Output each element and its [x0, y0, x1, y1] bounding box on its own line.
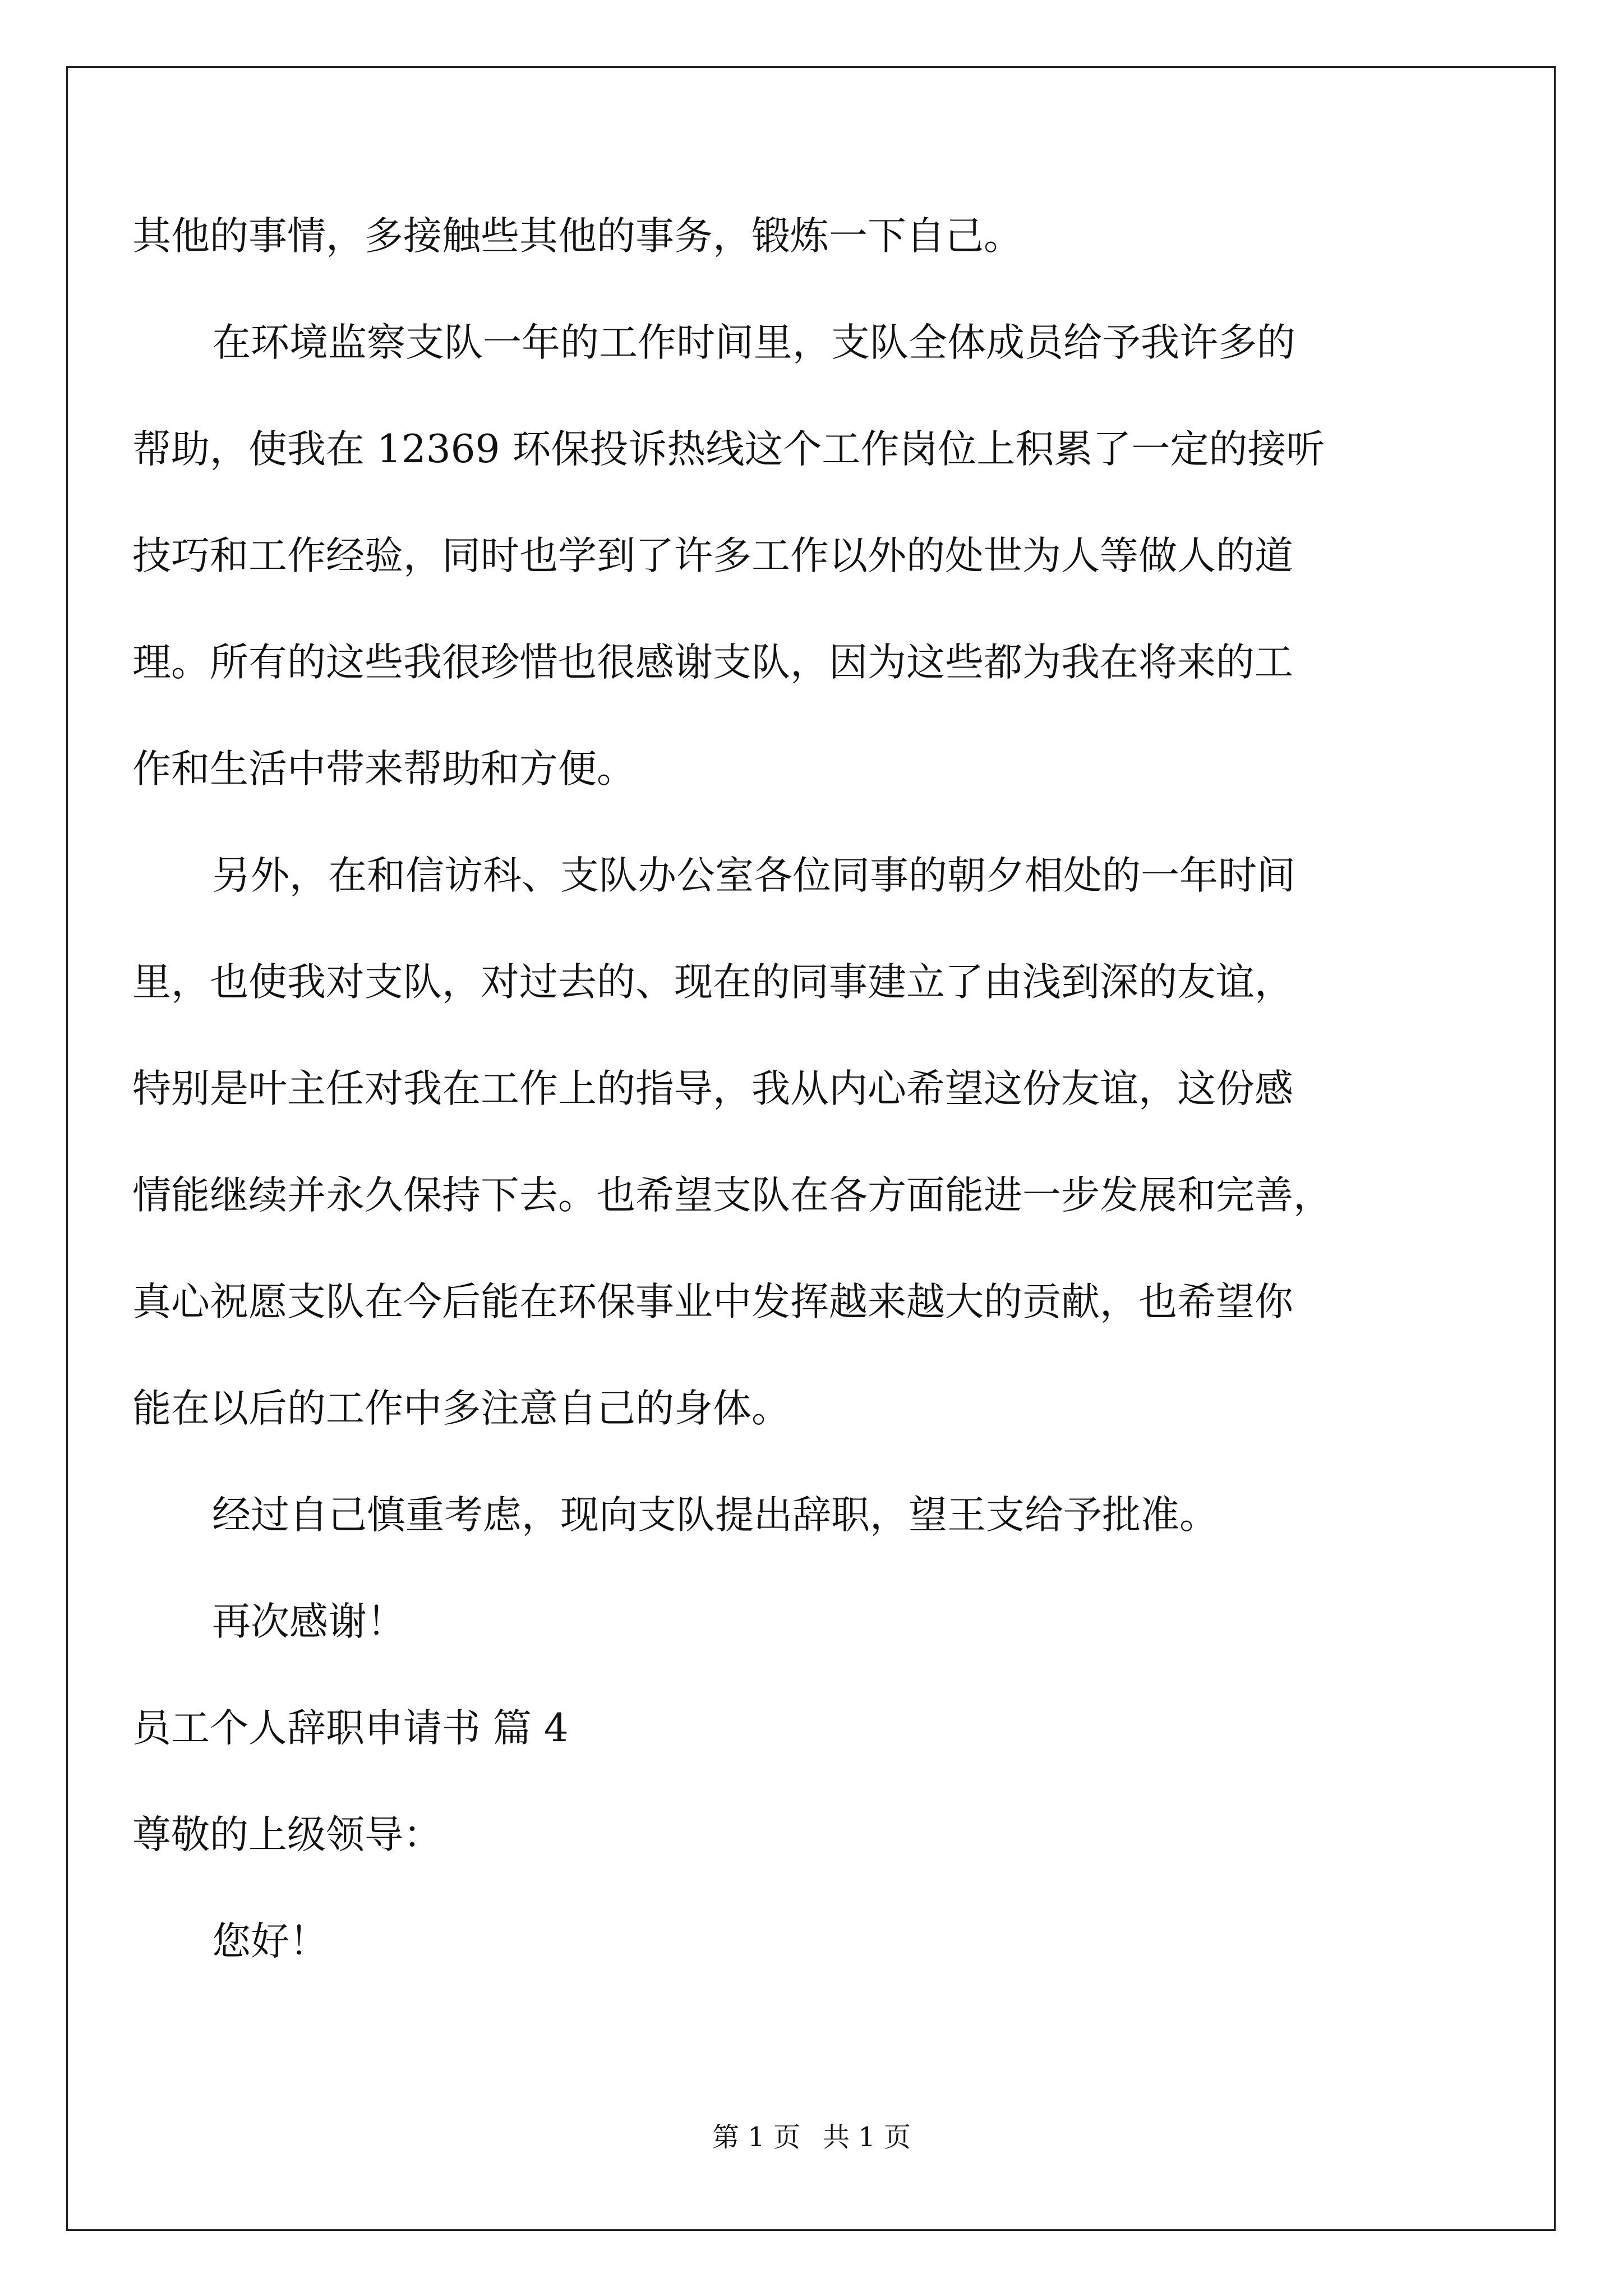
greeting: 您好！	[212, 1919, 328, 1964]
page-number: 第 1 页	[712, 2122, 800, 2153]
text-line: 作和生活中带来帮助和方便。	[132, 747, 635, 792]
document-body	[132, 183, 1458, 1995]
paragraph-start: 在环境监察支队一年的工作时间里，支队全体成员给予我许多的	[212, 320, 1295, 365]
paragraph-start: 经过自己慎重考虑，现向支队提出辞职，望王支给予批准。	[212, 1493, 1218, 1538]
text-line: 理。所有的这些我很珍惜也很感谢支队，因为这些都为我在将来的工	[132, 640, 1293, 685]
paragraph-start: 另外，在和信访科、支队办公室各位同事的朝夕相处的一年时间	[212, 853, 1295, 898]
section-heading: 员工个人辞职申请书 篇 4	[132, 1706, 569, 1751]
text-line: 情能继续并永久保持下去。也希望支队在各方面能进一步发展和完善，	[132, 1173, 1332, 1218]
text-line: 其他的事情，多接触些其他的事务，锻炼一下自己。	[132, 214, 1022, 259]
page-footer	[0, 2120, 1623, 2154]
text-line: 里，也使我对支队，对过去的、现在的同事建立了由浅到深的友谊，	[132, 960, 1293, 1005]
text-line: 技巧和工作经验，同时也学到了许多工作以外的处世为人等做人的道	[132, 533, 1293, 578]
paragraph-start: 再次感谢！	[212, 1599, 405, 1644]
text-line: 能在以后的工作中多注意自己的身体。	[132, 1386, 790, 1431]
salutation: 尊敬的上级领导：	[132, 1812, 442, 1857]
page-total: 共 1 页	[823, 2122, 911, 2153]
text-line: 特别是叶主任对我在工作上的指导，我从内心希望这份友谊，这份感	[132, 1066, 1293, 1111]
text-line: 帮助，使我在 12369 环保投诉热线这个工作岗位上积累了一定的接听	[132, 427, 1325, 472]
text-line: 真心祝愿支队在今后能在环保事业中发挥越来越大的贡献，也希望你	[132, 1280, 1293, 1324]
